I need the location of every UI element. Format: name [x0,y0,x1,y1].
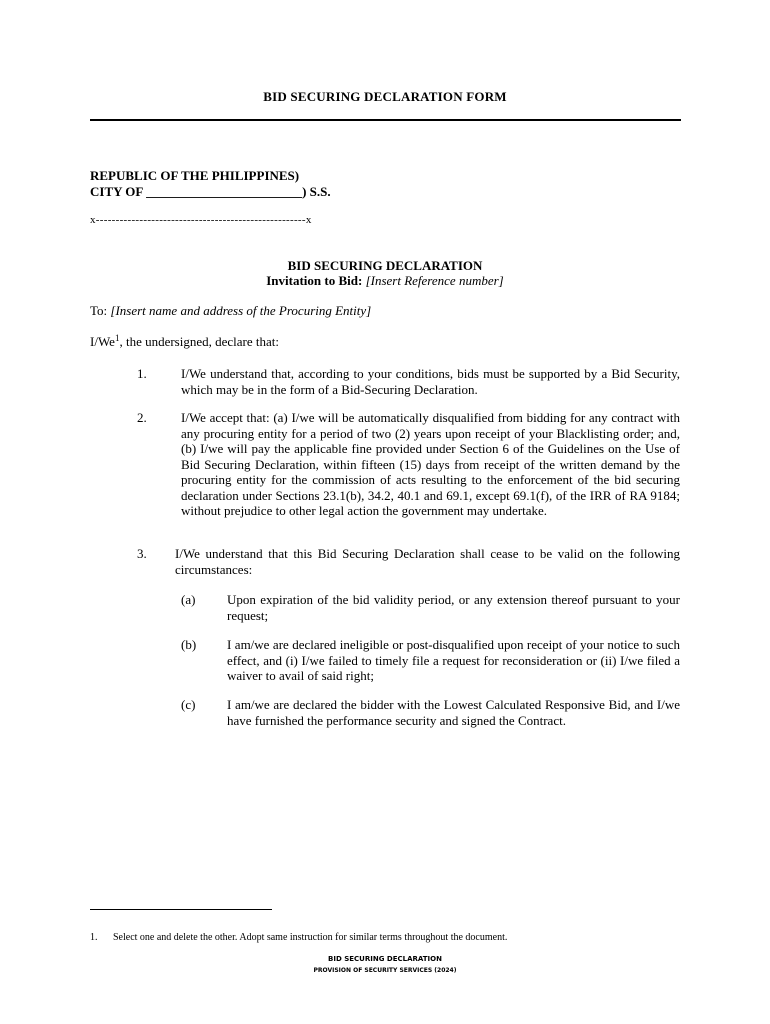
header-republic: REPUBLIC OF THE PHILIPPINES) [90,168,300,183]
invitation-line [0,273,770,289]
sub-item-label: (b) [181,637,197,652]
sub-item-label: (a) [181,592,196,607]
sub-item-text: I am/we are declared ineligible or post-disqualified upon receipt of your notice to such effect, and (i) I/we failed to timely file a request for reconsideration or (ii) I/we filed a waiver to avail of said right; [227,637,680,683]
item-text: I/We understand that this Bid Securing Declaration shall cease to be valid on the following circumstances: [175,546,680,577]
to-line [90,303,371,319]
header-city: CITY OF ________________________) S.S. [90,184,331,199]
item-number: 2. [137,410,147,425]
form-title: BID SECURING DECLARATION FORM [263,89,507,104]
iwe-prefix: I/We [90,334,115,349]
footer-title: BID SECURING DECLARATION [328,955,442,963]
footnote-text: Select one and delete the other. Adopt same instruction for similar terms throughout the document. [113,932,508,943]
item-text: I/We accept that: (a) I/we will be automatically disqualified from bidding for any contract with any procuring entity for a period of two (2) years upon receipt of your Blacklisting order; and, (b) I/we will pay the applicable fine provided under Section 6 of the Guidelines on the Use of Bid Securing Declaration, within fifteen (15) days from receipt of the written demand by the procuring entity for the commission of acts resulting to the enforcement of the bid securing declaration under Sections 23.1(b), 34.2, 40.1 and 69.1, except 69.1(f), of the IRR of RA 9184; without prejudice to other legal action the government may undertake. [181,410,680,518]
iwe-suffix: , the undersigned, declare that: [119,334,280,349]
title-rule [90,119,681,121]
divider-line: x-----------------------------------------------------x [90,214,312,226]
sub-item-label: (c) [181,697,196,712]
sub-item-text: I am/we are declared the bidder with the Lowest Calculated Responsive Bid, and I/we have furnished the performance security and signed the Contract. [227,697,680,728]
footnote-ref: 1 [114,333,120,343]
footnote-rule [90,909,272,910]
item-number: 3. [137,546,147,561]
item-text: I/We understand that, according to your conditions, bids must be supported by a Bid Security, which may be in the form of a Bid-Securing Declaration. [181,366,680,397]
to-label: To: [90,303,108,318]
declaration-title: BID SECURING DECLARATION [287,258,483,273]
invitation-value: [Insert Reference number] [365,273,504,288]
declare-intro [90,333,279,350]
footnote-number: 1. [90,932,98,943]
footer-subtitle: PROVISION OF SECURITY SERVICES (2024) [313,967,457,974]
sub-item-text: Upon expiration of the bid validity period, or any extension thereof pursuant to your request; [227,592,680,623]
item-number: 1. [137,366,147,381]
invitation-label: Invitation to Bid: [266,273,363,288]
to-value: [Insert name and address of the Procuring Entity] [110,303,372,318]
